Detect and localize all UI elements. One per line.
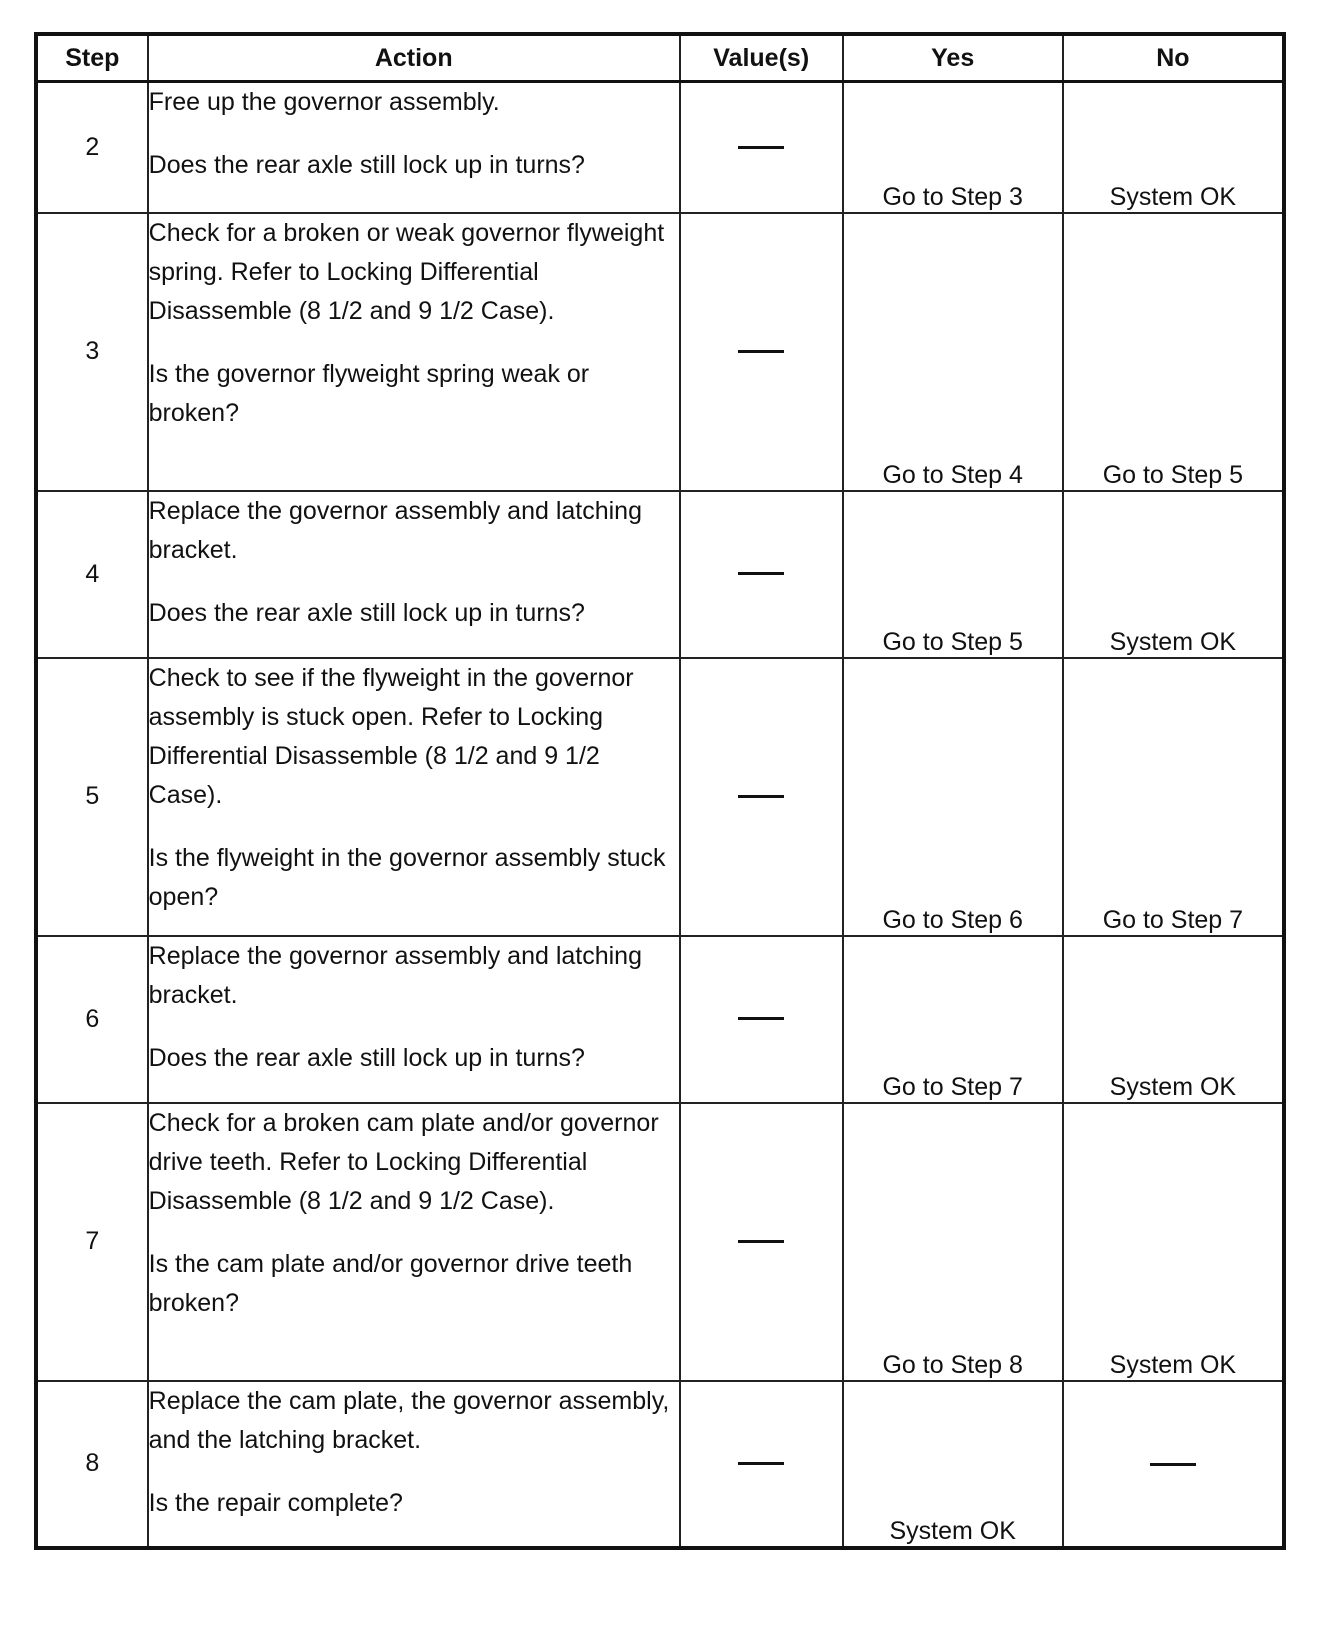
table-row <box>36 1103 1284 1381</box>
em-dash <box>738 1017 784 1020</box>
action-cell <box>148 1103 680 1381</box>
no-cell: System OK <box>1063 1103 1284 1381</box>
yes-cell: Go to Step 5 <box>843 491 1063 658</box>
action-text: Check to see if the flyweight in the governor assembly is stuck open. Refer to Locking Differential Disassemble (8 1/2 and 9 1/2 Case). <box>148 663 634 809</box>
header-action: Action <box>148 34 680 82</box>
step-number: 4 <box>36 491 148 658</box>
header-no: No <box>1063 34 1284 82</box>
no-cell <box>1063 1381 1284 1548</box>
question-text: Is the flyweight in the governor assembly stuck open? <box>148 843 666 911</box>
action-text: Check for a broken or weak governor flyweight spring. Refer to Locking Differential Disassemble (8 1/2 and 9 1/2 Case). <box>148 218 665 325</box>
yes-cell: Go to Step 4 <box>843 213 1063 491</box>
table-row <box>36 936 1284 1103</box>
step-number: 8 <box>36 1381 148 1548</box>
step-number: 5 <box>36 658 148 936</box>
action-text: Replace the governor assembly and latching bracket. <box>148 496 642 564</box>
table-row <box>36 1381 1284 1548</box>
yes-cell: Go to Step 8 <box>843 1103 1063 1381</box>
em-dash <box>738 1240 784 1243</box>
step-number: 6 <box>36 936 148 1103</box>
yes-cell: System OK <box>843 1381 1063 1548</box>
value-cell <box>680 82 843 213</box>
diagnostic-table <box>34 32 1286 1550</box>
value-cell <box>680 491 843 658</box>
header-values: Value(s) <box>680 34 843 82</box>
action-cell <box>148 491 680 658</box>
action-text: Check for a broken cam plate and/or governor drive teeth. Refer to Locking Differential Disassemble (8 1/2 and 9 1/2 Case). <box>148 1108 659 1215</box>
value-cell <box>680 936 843 1103</box>
yes-cell: Go to Step 6 <box>843 658 1063 936</box>
value-cell <box>680 1103 843 1381</box>
action-cell <box>148 82 680 213</box>
action-text: Replace the cam plate, the governor assembly, and the latching bracket. <box>148 1386 670 1454</box>
question-text: Does the rear axle still lock up in turns? <box>148 151 585 179</box>
value-cell <box>680 658 843 936</box>
em-dash <box>738 350 784 353</box>
table-row <box>36 491 1284 658</box>
table-row <box>36 82 1284 213</box>
no-cell: Go to Step 7 <box>1063 658 1284 936</box>
header-step: Step <box>36 34 148 82</box>
value-cell <box>680 1381 843 1548</box>
em-dash <box>738 146 784 149</box>
no-cell: System OK <box>1063 491 1284 658</box>
action-cell <box>148 1381 680 1548</box>
step-number: 3 <box>36 213 148 491</box>
no-cell: Go to Step 5 <box>1063 213 1284 491</box>
question-text: Is the cam plate and/or governor drive teeth broken? <box>148 1249 633 1317</box>
no-cell: System OK <box>1063 936 1284 1103</box>
action-text: Free up the governor assembly. <box>148 88 500 116</box>
step-number: 7 <box>36 1103 148 1381</box>
step-number: 2 <box>36 82 148 213</box>
table-row <box>36 658 1284 936</box>
em-dash <box>1150 1463 1196 1466</box>
action-text: Replace the governor assembly and latching bracket. <box>148 941 642 1009</box>
action-cell <box>148 658 680 936</box>
em-dash <box>738 572 784 575</box>
question-text: Does the rear axle still lock up in turns? <box>148 598 585 627</box>
table-row <box>36 213 1284 491</box>
header-yes: Yes <box>843 34 1063 82</box>
question-text: Does the rear axle still lock up in turns? <box>148 1043 585 1072</box>
yes-cell: Go to Step 3 <box>843 82 1063 213</box>
question-text: Is the repair complete? <box>148 1488 403 1517</box>
header-row <box>36 34 1284 82</box>
value-cell <box>680 213 843 491</box>
em-dash <box>738 1462 784 1465</box>
yes-cell: Go to Step 7 <box>843 936 1063 1103</box>
question-text: Is the governor flyweight spring weak or broken? <box>148 359 590 427</box>
action-cell <box>148 936 680 1103</box>
action-cell <box>148 213 680 491</box>
no-cell: System OK <box>1063 82 1284 213</box>
em-dash <box>738 795 784 798</box>
